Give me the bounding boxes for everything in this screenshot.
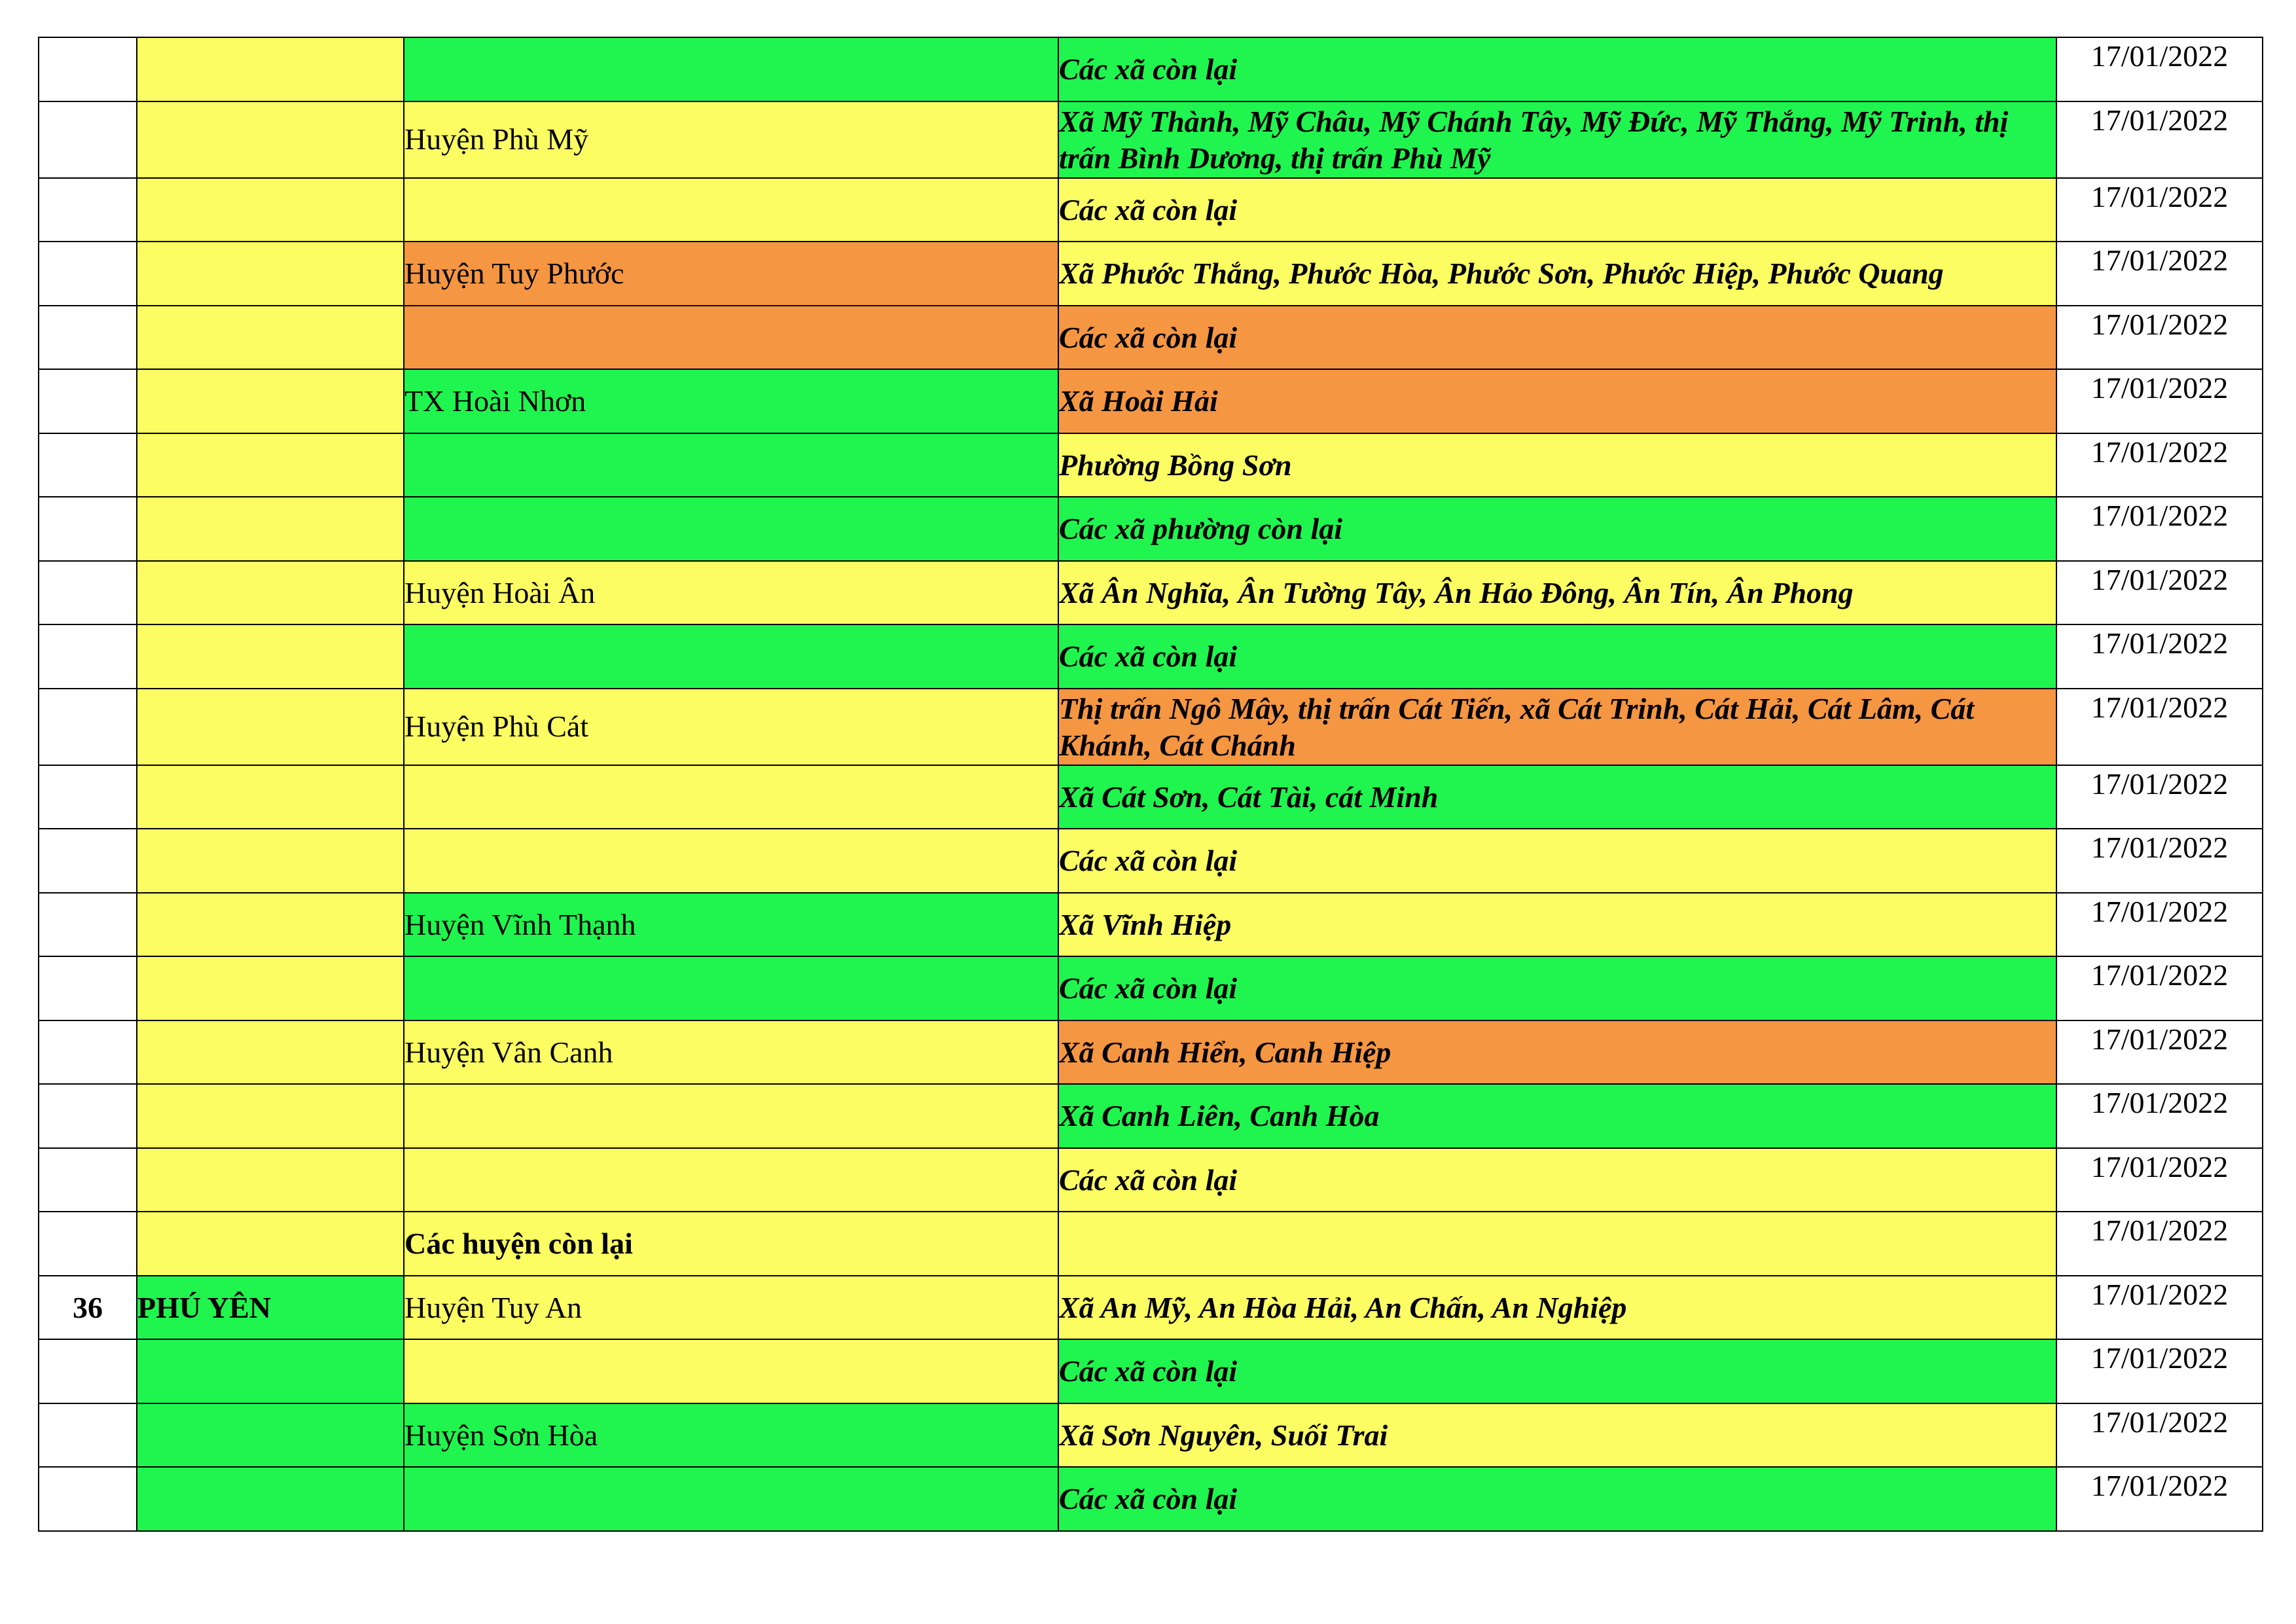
cell-province: [137, 369, 404, 433]
cell-date: 17/01/2022: [2056, 1276, 2263, 1340]
cell-district: [404, 433, 1058, 497]
cell-province: [137, 433, 404, 497]
table-row: [39, 1020, 2263, 1085]
cell-stt: [39, 497, 137, 561]
cell-stt: [39, 893, 137, 957]
cell-district: [404, 1148, 1058, 1212]
cell-date: 17/01/2022: [2056, 1020, 2263, 1085]
cell-district: [404, 497, 1058, 561]
cell-communes: Xã Ân Nghĩa, Ân Tường Tây, Ân Hảo Đông, Ân Tín, Ân Phong: [1058, 561, 2056, 625]
cell-date: 17/01/2022: [2056, 433, 2263, 497]
cell-date: 17/01/2022: [2056, 369, 2263, 433]
cell-district: [404, 829, 1058, 893]
cell-province: [137, 1020, 404, 1085]
table-row: [39, 1403, 2263, 1468]
cell-communes: Xã Canh Hiển, Canh Hiệp: [1058, 1020, 2056, 1085]
cell-stt: [39, 1403, 137, 1468]
cell-communes: Các xã còn lại: [1058, 956, 2056, 1020]
cell-stt: [39, 689, 137, 765]
cell-date: 17/01/2022: [2056, 242, 2263, 306]
cell-date: 17/01/2022: [2056, 101, 2263, 178]
zone-table: [38, 37, 2263, 1532]
cell-district: [404, 1339, 1058, 1403]
cell-date: 17/01/2022: [2056, 624, 2263, 689]
cell-date: 17/01/2022: [2056, 1339, 2263, 1403]
cell-communes: Các xã còn lại: [1058, 306, 2056, 370]
cell-district: Các huyện còn lại: [404, 1212, 1058, 1276]
cell-district: TX Hoài Nhơn: [404, 369, 1058, 433]
cell-stt: [39, 956, 137, 1020]
cell-communes: Các xã còn lại: [1058, 37, 2056, 101]
cell-stt: [39, 829, 137, 893]
cell-province: [137, 561, 404, 625]
cell-stt: [39, 306, 137, 370]
cell-date: 17/01/2022: [2056, 765, 2263, 829]
table-row: [39, 1467, 2263, 1531]
cell-province: [137, 1084, 404, 1148]
cell-communes: Xã An Mỹ, An Hòa Hải, An Chấn, An Nghiệp: [1058, 1276, 2056, 1340]
cell-date: 17/01/2022: [2056, 689, 2263, 765]
cell-district: [404, 765, 1058, 829]
cell-province: [137, 1467, 404, 1531]
table-row: [39, 765, 2263, 829]
cell-communes: Xã Mỹ Thành, Mỹ Châu, Mỹ Chánh Tây, Mỹ Đức, Mỹ Thắng, Mỹ Trinh, thị trấn Bình Dương, thị trấn Phù Mỹ: [1058, 101, 2056, 178]
cell-communes: Các xã còn lại: [1058, 829, 2056, 893]
table-row: [39, 956, 2263, 1020]
cell-province: [137, 1339, 404, 1403]
cell-stt: [39, 1084, 137, 1148]
table-row: [39, 624, 2263, 689]
table-row: [39, 178, 2263, 242]
cell-communes: Các xã còn lại: [1058, 1339, 2056, 1403]
cell-province: [137, 101, 404, 178]
cell-stt: [39, 369, 137, 433]
cell-communes: Xã Hoài Hải: [1058, 369, 2056, 433]
cell-district: Huyện Vĩnh Thạnh: [404, 893, 1058, 957]
table-row: [39, 101, 2263, 178]
cell-province: [137, 624, 404, 689]
cell-communes: Thị trấn Ngô Mây, thị trấn Cát Tiến, xã Cát Trinh, Cát Hải, Cát Lâm, Cát Khánh, Cát Chánh: [1058, 689, 2056, 765]
cell-date: 17/01/2022: [2056, 956, 2263, 1020]
cell-province: [137, 178, 404, 242]
cell-stt: 36: [39, 1276, 137, 1340]
cell-district: [404, 956, 1058, 1020]
cell-province: [137, 765, 404, 829]
cell-date: 17/01/2022: [2056, 561, 2263, 625]
table-row: [39, 497, 2263, 561]
cell-province: [137, 1148, 404, 1212]
cell-stt: [39, 1020, 137, 1085]
cell-stt: [39, 1339, 137, 1403]
cell-district: Huyện Hoài Ân: [404, 561, 1058, 625]
cell-district: [404, 1084, 1058, 1148]
cell-district: [404, 306, 1058, 370]
cell-date: 17/01/2022: [2056, 497, 2263, 561]
table-row: [39, 561, 2263, 625]
cell-date: 17/01/2022: [2056, 1084, 2263, 1148]
table-row: [39, 1339, 2263, 1403]
cell-district: Huyện Phù Mỹ: [404, 101, 1058, 178]
cell-stt: [39, 765, 137, 829]
cell-date: 17/01/2022: [2056, 893, 2263, 957]
table-row: [39, 689, 2263, 765]
cell-stt: [39, 1467, 137, 1531]
cell-stt: [39, 561, 137, 625]
table-row: [39, 1276, 2263, 1340]
cell-communes: [1058, 1212, 2056, 1276]
cell-province: [137, 829, 404, 893]
cell-province: [137, 37, 404, 101]
cell-district: Huyện Tuy Phước: [404, 242, 1058, 306]
table-row: [39, 1148, 2263, 1212]
cell-district: Huyện Sơn Hòa: [404, 1403, 1058, 1468]
cell-date: 17/01/2022: [2056, 306, 2263, 370]
cell-communes: Xã Canh Liên, Canh Hòa: [1058, 1084, 2056, 1148]
cell-date: 17/01/2022: [2056, 1148, 2263, 1212]
cell-communes: Các xã phường còn lại: [1058, 497, 2056, 561]
cell-communes: Phường Bồng Sơn: [1058, 433, 2056, 497]
cell-province: [137, 242, 404, 306]
cell-province: [137, 689, 404, 765]
cell-district: Huyện Phù Cát: [404, 689, 1058, 765]
table-row: [39, 1212, 2263, 1276]
cell-province: [137, 893, 404, 957]
cell-district: Huyện Vân Canh: [404, 1020, 1058, 1085]
table-row: [39, 369, 2263, 433]
cell-stt: [39, 1212, 137, 1276]
table-row: [39, 306, 2263, 370]
table-row: [39, 433, 2263, 497]
cell-date: 17/01/2022: [2056, 829, 2263, 893]
cell-district: [404, 1467, 1058, 1531]
cell-date: 17/01/2022: [2056, 1212, 2263, 1276]
cell-communes: Xã Vĩnh Hiệp: [1058, 893, 2056, 957]
cell-date: 17/01/2022: [2056, 1467, 2263, 1531]
cell-stt: [39, 1148, 137, 1212]
cell-district: [404, 624, 1058, 689]
cell-communes: Các xã còn lại: [1058, 624, 2056, 689]
cell-district: Huyện Tuy An: [404, 1276, 1058, 1340]
cell-stt: [39, 242, 137, 306]
cell-province: [137, 1403, 404, 1468]
cell-province: PHÚ YÊN: [137, 1276, 404, 1340]
table-row: [39, 37, 2263, 101]
cell-communes: Các xã còn lại: [1058, 178, 2056, 242]
cell-province: [137, 1212, 404, 1276]
cell-stt: [39, 433, 137, 497]
cell-district: [404, 178, 1058, 242]
table-row: [39, 893, 2263, 957]
cell-communes: Xã Phước Thắng, Phước Hòa, Phước Sơn, Phước Hiệp, Phước Quang: [1058, 242, 2056, 306]
cell-communes: Xã Sơn Nguyên, Suối Trai: [1058, 1403, 2056, 1468]
cell-province: [137, 497, 404, 561]
cell-province: [137, 306, 404, 370]
cell-province: [137, 956, 404, 1020]
cell-communes: Xã Cát Sơn, Cát Tài, cát Minh: [1058, 765, 2056, 829]
cell-date: 17/01/2022: [2056, 37, 2263, 101]
cell-date: 17/01/2022: [2056, 178, 2263, 242]
cell-stt: [39, 178, 137, 242]
zone-table-body: [39, 37, 2263, 1531]
table-row: [39, 1084, 2263, 1148]
table-row: [39, 242, 2263, 306]
table-row: [39, 829, 2263, 893]
cell-stt: [39, 101, 137, 178]
cell-date: 17/01/2022: [2056, 1403, 2263, 1468]
cell-communes: Các xã còn lại: [1058, 1148, 2056, 1212]
cell-communes: Các xã còn lại: [1058, 1467, 2056, 1531]
cell-stt: [39, 37, 137, 101]
cell-stt: [39, 624, 137, 689]
cell-district: [404, 37, 1058, 101]
